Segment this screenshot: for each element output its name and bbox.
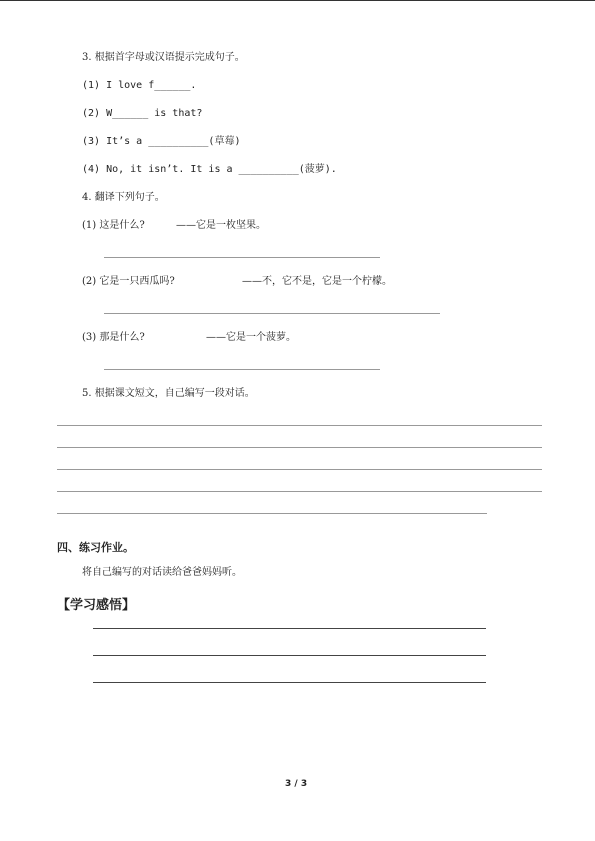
q5-writing-line-1: [57, 425, 542, 426]
q4-item-1-question: (1) 这是什么?: [82, 220, 145, 231]
q4-item-2-answer-line: [104, 313, 440, 314]
q4-item-1-answer: ——它是一枚坚果。: [176, 220, 266, 231]
q5-writing-line-4: [57, 491, 542, 492]
q4-item-3-answer-line: [104, 369, 380, 370]
q3-item-1: (1) I love f______.: [82, 80, 197, 91]
q3-item-4: (4) No, it isn’t. It is a __________(菠萝).: [82, 164, 337, 175]
page-top-border: [0, 0, 595, 1]
q5-writing-line-3: [57, 469, 542, 470]
q5-writing-line-2: [57, 447, 542, 448]
reflection-line-2: [93, 655, 486, 656]
reflection-heading: 【学习感悟】: [57, 598, 136, 613]
reflection-line-1: [93, 628, 486, 629]
q5-writing-line-5: [57, 513, 487, 514]
q4-item-3-answer: ——它是一个菠萝。: [206, 332, 296, 343]
q4-title: 4. 翻译下列句子。: [82, 192, 165, 203]
q4-item-1-answer-line: [104, 257, 380, 258]
q3-title: 3. 根据首字母或汉语提示完成句子。: [82, 52, 245, 63]
reflection-line-3: [93, 682, 486, 683]
q4-item-2-question: (2) 它是一只西瓜吗?: [82, 276, 175, 287]
page-number: 3 / 3: [285, 779, 308, 789]
q3-item-2: (2) W______ is that?: [82, 108, 203, 119]
section-4-heading: 四、练习作业。: [57, 541, 134, 554]
section-4-body: 将自己编写的对话读给爸爸妈妈听。: [82, 567, 242, 578]
q4-item-2-answer: ——不，它不是，它是一个柠檬。: [242, 276, 392, 287]
q5-title: 5. 根据课文短文，自己编写一段对话。: [82, 388, 255, 399]
q4-item-3-question: (3) 那是什么?: [82, 332, 145, 343]
q3-item-3: (3) It’s a __________(草莓): [82, 136, 241, 147]
